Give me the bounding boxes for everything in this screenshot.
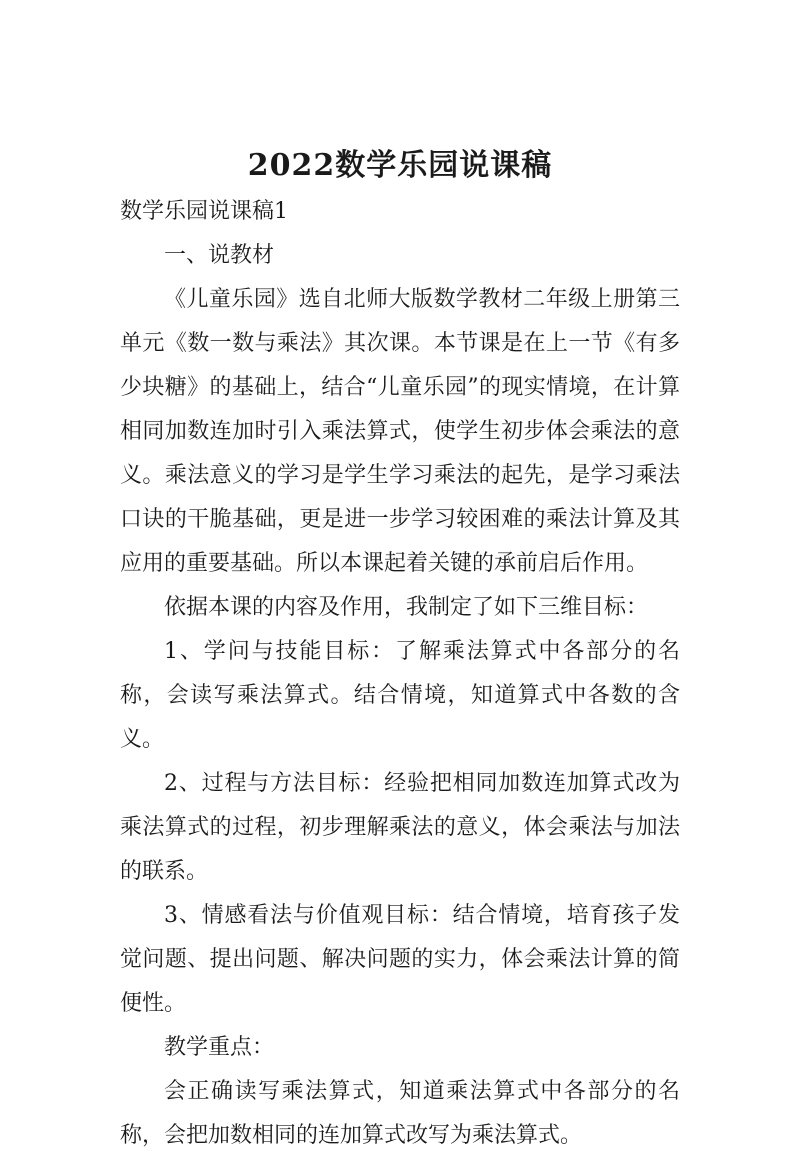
paragraph: 教学重点：	[164, 1035, 275, 1060]
document-body	[120, 190, 680, 1158]
paragraph: 依据本课的内容及作用，我制定了如下三维目标：	[164, 595, 649, 620]
paragraph: 会正确读写乘法算式，知道乘法算式中各部分的名称，会把加数相同的连加算式改写为乘法算式。	[120, 1079, 680, 1148]
section-heading: 数学乐园说课稿1	[120, 199, 288, 224]
paragraph: 一、说教材	[164, 243, 275, 268]
paragraph: 1、学问与技能目标：了解乘法算式中各部分的名称，会读写乘法算式。结合情境，知道算式中各数的含义。	[120, 639, 680, 752]
paragraph: 3、情感看法与价值观目标：结合情境，培育孩子发觉问题、提出问题、解决问题的实力，体会乘法计算的简便性。	[120, 903, 680, 1016]
document-title: 2022数学乐园说课稿	[247, 148, 553, 184]
paragraph: 2、过程与方法目标：经验把相同加数连加算式改为乘法算式的过程，初步理解乘法的意义，体会乘法与加法的联系。	[120, 771, 680, 884]
paragraph: 《儿童乐园》选自北师大版数学教材二年级上册第三单元《数一数与乘法》其次课。本节课是在上一节《有多少块糖》的基础上，结合“儿童乐园”的现实情境，在计算相同加数连加时引入乘法算式，使学生初步体会乘法的意义。乘法意义的学习是学生学习乘法的起先，是学习乘法口诀的干脆基础，更是进一步学习较困难的乘法计算及其应用的重要基础。所以本课起着关键的承前启后作用。	[120, 287, 680, 576]
